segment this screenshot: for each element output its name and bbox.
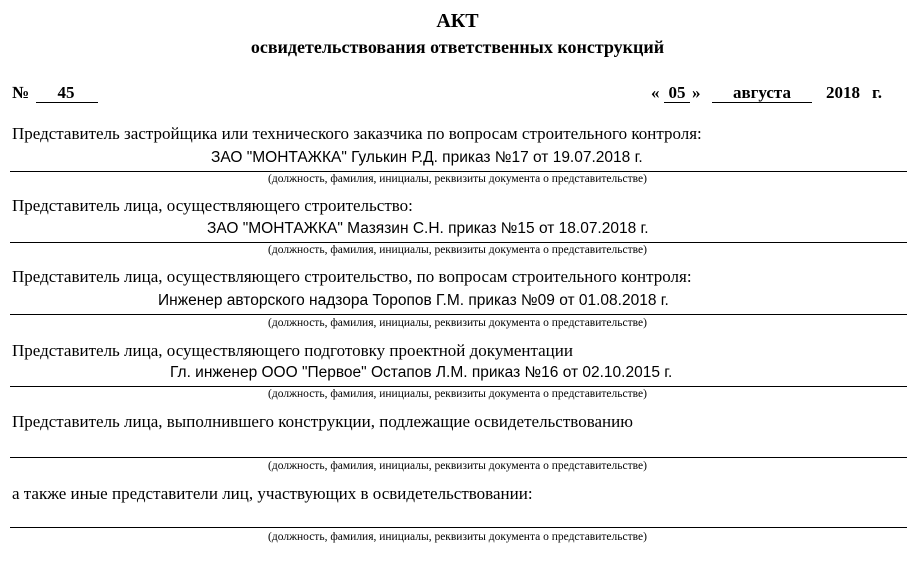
date-year: 2018 <box>826 83 860 102</box>
section-line-builder-rep <box>10 242 907 243</box>
section-label-builder-rep: Представитель лица, осуществляющего строительство: <box>12 196 413 215</box>
section-value-builder-rep: ЗАО "МОНТАЖКА" Мазязин С.Н. приказ №15 от 18.07.2018 г. <box>207 220 649 237</box>
section-hint: (должность, фамилия, инициалы, реквизиты документа о представительстве) <box>268 173 647 185</box>
section-label-designer-rep: Представитель лица, осуществляющего подготовку проектной документации <box>12 341 573 360</box>
section-hint: (должность, фамилия, инициалы, реквизиты документа о представительстве) <box>268 244 647 256</box>
document-title: АКТ <box>436 10 479 32</box>
date-month: августа <box>733 83 791 102</box>
section-hint: (должность, фамилия, инициалы, реквизиты документа о представительстве) <box>268 460 647 472</box>
section-line-customer-rep <box>10 171 907 172</box>
section-label-contractor-rep: Представитель лица, выполнившего конструкции, подлежащие освидетельствованию <box>12 412 633 431</box>
act-number-prefix: № <box>12 83 30 102</box>
section-line-contractor-rep <box>10 457 907 458</box>
section-value-builder-control-rep: Инженер авторского надзора Торопов Г.М. приказ №09 от 01.08.2018 г. <box>158 292 669 309</box>
section-line-builder-control-rep <box>10 314 907 315</box>
section-line-other-reps <box>10 527 907 528</box>
date-day-underline <box>664 102 690 103</box>
date-month-underline <box>712 102 812 103</box>
date-day: 05 <box>668 83 686 102</box>
section-hint: (должность, фамилия, инициалы, реквизиты документа о представительстве) <box>268 388 647 400</box>
section-value-designer-rep: Гл. инженер ООО "Первое" Остапов Л.М. приказ №16 от 02.10.2015 г. <box>170 364 673 381</box>
section-line-designer-rep <box>10 386 907 387</box>
act-number: 45 <box>57 83 75 102</box>
date-close-quote: » <box>692 83 701 102</box>
section-hint: (должность, фамилия, инициалы, реквизиты документа о представительстве) <box>268 317 647 329</box>
date-year-suffix: г. <box>872 83 883 102</box>
section-label-builder-control-rep: Представитель лица, осуществляющего строительство, по вопросам строительного контроля: <box>12 267 692 286</box>
document-subtitle: освидетельствования ответственных конструкций <box>250 37 665 57</box>
section-value-customer-rep: ЗАО "МОНТАЖКА" Гулькин Р.Д. приказ №17 от 19.07.2018 г. <box>211 149 643 166</box>
section-label-other-reps: а также иные представители лиц, участвующих в освидетельствовании: <box>12 484 533 503</box>
act-number-underline <box>36 102 98 103</box>
section-label-customer-rep: Представитель застройщика или технического заказчика по вопросам строительного контроля: <box>12 124 702 143</box>
date-open-quote: « <box>651 83 660 102</box>
section-hint: (должность, фамилия, инициалы, реквизиты документа о представительстве) <box>268 531 647 543</box>
